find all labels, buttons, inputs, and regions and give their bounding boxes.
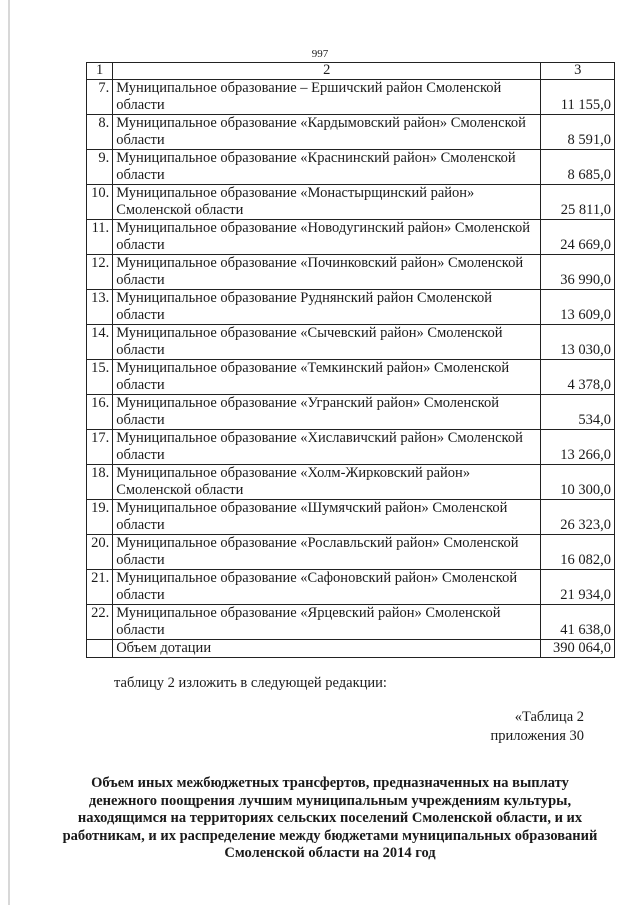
- table-row: [87, 605, 615, 640]
- table-row: [87, 360, 615, 395]
- amount-value: 41 638,0: [541, 605, 615, 640]
- row-number: 22.: [87, 605, 113, 640]
- amount-value: 16 082,0: [541, 535, 615, 570]
- municipality-name: Муниципальное образование «Угранский район» Смоленской области: [113, 395, 541, 430]
- municipality-name: Муниципальное образование «Рославльский район» Смоленской области: [113, 535, 541, 570]
- table-row: [87, 465, 615, 500]
- amount-value: 4 378,0: [541, 360, 615, 395]
- row-number: 13.: [87, 290, 113, 325]
- amount-value: 36 990,0: [541, 255, 615, 290]
- row-number: 15.: [87, 360, 113, 395]
- municipality-name: Муниципальное образование «Шумячский район» Смоленской области: [113, 500, 541, 535]
- table-row: [87, 535, 615, 570]
- amount-value: 24 669,0: [541, 220, 615, 255]
- row-number: 20.: [87, 535, 113, 570]
- amount-value: 534,0: [541, 395, 615, 430]
- municipality-name: Муниципальное образование Руднянский район Смоленской области: [113, 290, 541, 325]
- amount-value: 21 934,0: [541, 570, 615, 605]
- municipality-name: Муниципальное образование – Ершичский район Смоленской области: [113, 80, 541, 115]
- municipality-name: Муниципальное образование «Темкинский район» Смоленской области: [113, 360, 541, 395]
- scan-edge-shadow: [8, 0, 10, 905]
- row-number: 21.: [87, 570, 113, 605]
- table-reference: [491, 708, 584, 746]
- header-col-2: 2: [113, 63, 541, 80]
- row-number: 12.: [87, 255, 113, 290]
- amount-value: 8 591,0: [541, 115, 615, 150]
- table-row: [87, 290, 615, 325]
- table-row: [87, 570, 615, 605]
- page-number: 997: [311, 48, 329, 60]
- row-number: 8.: [87, 115, 113, 150]
- table-row: [87, 500, 615, 535]
- table-row: [87, 325, 615, 360]
- municipality-name: Муниципальное образование «Кардымовский район» Смоленской области: [113, 115, 541, 150]
- header-col-3: 3: [541, 63, 615, 80]
- table-reference-line-2: приложения 30: [490, 728, 584, 744]
- municipality-name: Муниципальное образование «Сычевский район» Смоленской области: [113, 325, 541, 360]
- table-row: [87, 395, 615, 430]
- total-label: Объем дотации: [113, 640, 541, 658]
- municipality-name: Муниципальное образование «Починковский район» Смоленской области: [113, 255, 541, 290]
- table-row: [87, 150, 615, 185]
- total-number-cell: [87, 640, 113, 658]
- row-number: 19.: [87, 500, 113, 535]
- municipality-name: Муниципальное образование «Новодугинский район» Смоленской области: [113, 220, 541, 255]
- amount-value: 13 609,0: [541, 290, 615, 325]
- amount-value: 26 323,0: [541, 500, 615, 535]
- municipality-name: Муниципальное образование «Хиславичский район» Смоленской области: [113, 430, 541, 465]
- amount-value: 11 155,0: [541, 80, 615, 115]
- row-number: 14.: [87, 325, 113, 360]
- table-row: [87, 185, 615, 220]
- amount-value: 10 300,0: [541, 465, 615, 500]
- instruction-text: таблицу 2 изложить в следующей редакции:: [114, 675, 387, 691]
- total-value: 390 064,0: [541, 640, 615, 658]
- total-row: [87, 640, 615, 658]
- municipality-name: Муниципальное образование «Сафоновский район» Смоленской области: [113, 570, 541, 605]
- subsidy-table: [86, 62, 615, 658]
- row-number: 16.: [87, 395, 113, 430]
- row-number: 10.: [87, 185, 113, 220]
- table-row: [87, 255, 615, 290]
- row-number: 17.: [87, 430, 113, 465]
- amount-value: 13 030,0: [541, 325, 615, 360]
- header-col-1: 1: [87, 63, 113, 80]
- municipality-name: Муниципальное образование «Холм-Жирковский район» Смоленской области: [113, 465, 541, 500]
- table-row: [87, 220, 615, 255]
- row-number: 7.: [87, 80, 113, 115]
- table-header-row: [87, 63, 615, 80]
- municipality-name: Муниципальное образование «Монастырщинский район» Смоленской области: [113, 185, 541, 220]
- amount-value: 25 811,0: [541, 185, 615, 220]
- municipality-name: Муниципальное образование «Краснинский район» Смоленской области: [113, 150, 541, 185]
- municipality-name: Муниципальное образование «Ярцевский район» Смоленской области: [113, 605, 541, 640]
- table-row: [87, 80, 615, 115]
- table-row: [87, 115, 615, 150]
- amount-value: 13 266,0: [541, 430, 615, 465]
- section-title: Объем иных межбюджетных трансфертов, предназначенных на выплату денежного поощрения лучшим муниципальным учреждениям культуры, находящимся на территориях сельских поселений Смоленской области, и их работникам, и их распределение между бюджетами муниципальных образований Смоленской области на 2014 год: [62, 775, 598, 861]
- row-number: 9.: [87, 150, 113, 185]
- amount-value: 8 685,0: [541, 150, 615, 185]
- table-reference-line-1: «Таблица 2: [514, 709, 584, 725]
- row-number: 11.: [87, 220, 113, 255]
- table-row: [87, 430, 615, 465]
- row-number: 18.: [87, 465, 113, 500]
